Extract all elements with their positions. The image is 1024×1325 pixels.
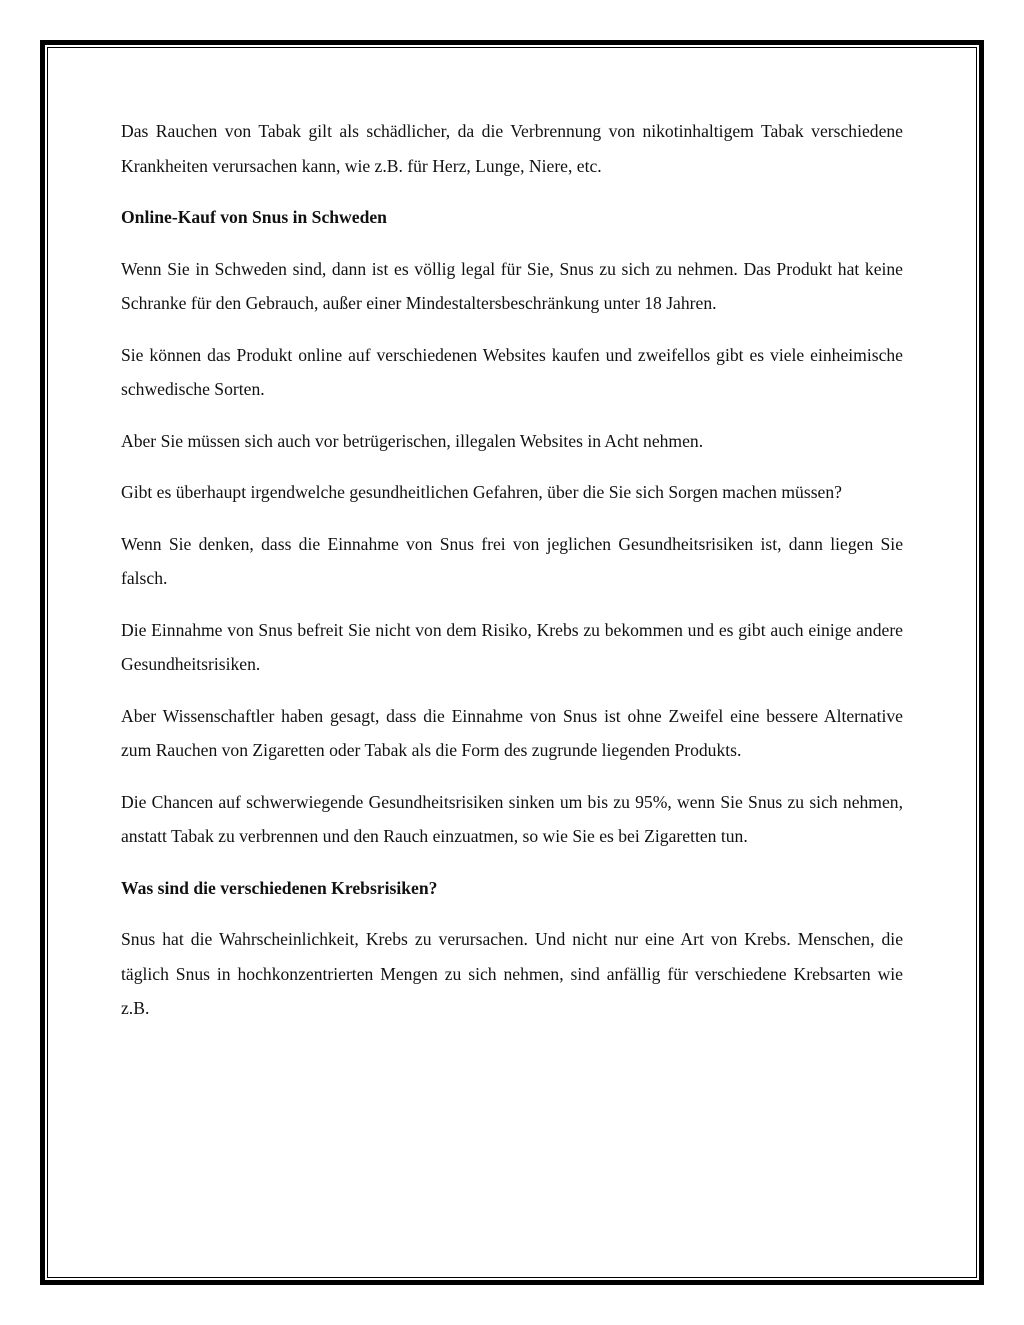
paragraph-schweden-legal: Wenn Sie in Schweden sind, dann ist es völlig legal für Sie, Snus zu sich zu nehmen. Das Produkt hat keine Schranke für den Gebrauch, außer einer Mindestaltersbeschränkung unter 18 Jahren. bbox=[121, 258, 903, 313]
paragraph-krebs-risiko: Die Einnahme von Snus befreit Sie nicht von dem Risiko, Krebs zu bekommen und es gibt auch einige andere Gesundheitsrisiken. bbox=[121, 619, 903, 674]
paragraph-online-kaufen: Sie können das Produkt online auf verschiedenen Websites kaufen und zweifellos gibt es viele einheimische schwedische Sorten. bbox=[121, 344, 903, 399]
paragraph-krebsarten: Snus hat die Wahrscheinlichkeit, Krebs zu verursachen. Und nicht nur eine Art von Krebs. Menschen, die täglich Snus in hochkonzentrierten Mengen zu sich nehmen, sind anfällig für verschiedene Krebsarten wie z.B. bbox=[121, 929, 903, 1018]
paragraph-illegale-websites: Aber Sie müssen sich auch vor betrügerischen, illegalen Websites in Acht nehmen. bbox=[121, 430, 704, 451]
paragraph-chancen-95: Die Chancen auf schwerwiegende Gesundheitsrisiken sinken um bis zu 95%, wenn Sie Snus zu sich nehmen, anstatt Tabak zu verbrennen und den Rauch einzuatmen, so wie Sie es bei Zigaretten tun. bbox=[121, 791, 903, 846]
paragraph-wissenschaftler: Aber Wissenschaftler haben gesagt, dass die Einnahme von Snus ist ohne Zweifel eine bessere Alternative zum Rauchen von Zigaretten oder Tabak als die Form des zugrunde liegenden Produkts. bbox=[121, 705, 903, 760]
heading-online-kauf: Online-Kauf von Snus in Schweden bbox=[121, 207, 387, 227]
document-body bbox=[121, 114, 903, 1043]
paragraph-gesundheitsrisiken: Wenn Sie denken, dass die Einnahme von Snus frei von jeglichen Gesundheitsrisiken ist, dann liegen Sie falsch. bbox=[121, 533, 903, 588]
heading-krebsrisiken: Was sind die verschiedenen Krebsrisiken? bbox=[121, 877, 438, 898]
paragraph-rauchen-tabak: Das Rauchen von Tabak gilt als schädlicher, da die Verbrennung von nikotinhaltigem Tabak verschiedene Krankheiten verursachen kann, wie z.B. für Herz, Lunge, Niere, etc. bbox=[121, 121, 903, 176]
paragraph-gesundheitliche-gefahren: Gibt es überhaupt irgendwelche gesundheitlichen Gefahren, über die Sie sich Sorgen machen müssen? bbox=[121, 482, 842, 502]
